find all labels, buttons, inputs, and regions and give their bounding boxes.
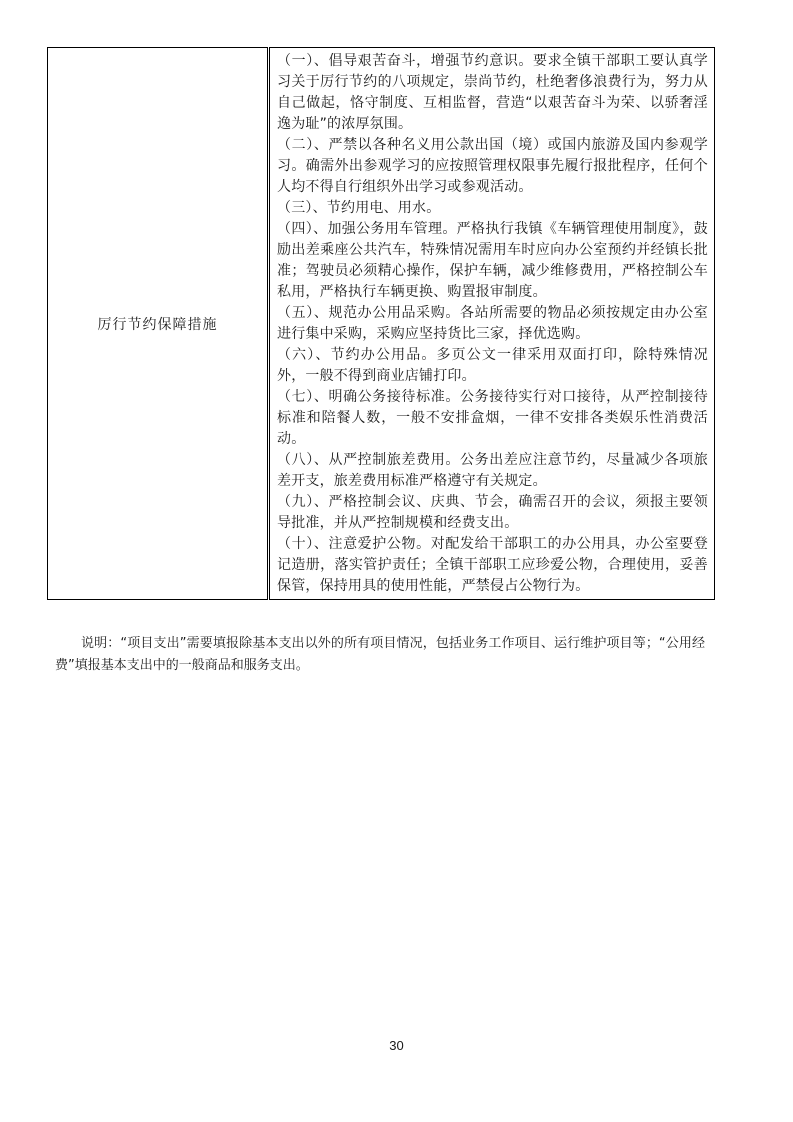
measure-item-7: （七）、明确公务接待标准。公务接待实行对口接待，从严控制接待标准和陪餐人数，一般不安排盒烟，一律不安排各类娱乐性消费活动。 bbox=[277, 389, 708, 447]
austerity-measures-table bbox=[47, 47, 715, 600]
row-label: 厉行节约保障措施 bbox=[48, 48, 269, 600]
explanatory-note: 说明：“项目支出”需要填报除基本支出以外的所有项目情况，包括业务工作项目、运行维护项目等；“公用经费”填报基本支出中的一般商品和服务支出。 bbox=[55, 636, 705, 673]
measure-item-2: （二）、严禁以各种名义用公款出国（境）或国内旅游及国内参观学习。确需外出参观学习的应按照管理权限事先履行报批程序，任何个人均不得自行组织外出学习或参观活动。 bbox=[277, 137, 708, 195]
measure-item-5: （五）、规范办公用品采购。各站所需要的物品必须按规定由办公室进行集中采购，采购应坚持货比三家，择优选购。 bbox=[277, 305, 708, 342]
page-number: 30 bbox=[389, 1038, 404, 1053]
measure-item-9: （九）、严格控制会议、庆典、节会，确需召开的会议，须报主要领导批准，并从严控制规模和经费支出。 bbox=[277, 494, 708, 531]
measures-content bbox=[269, 48, 715, 600]
measure-item-3: （三）、节约用电、用水。 bbox=[277, 200, 441, 216]
measure-item-8: （八）、从严控制旅差费用。公务出差应注意节约，尽量减少各项旅差开支，旅差费用标准严格遵守有关规定。 bbox=[277, 452, 708, 489]
measure-item-10: （十）、注意爱护公物。对配发给干部职工的办公用具，办公室要登记造册，落实管护责任；全镇干部职工应珍爱公物，合理使用，妥善保管，保持用具的使用性能，严禁侵占公物行为。 bbox=[277, 536, 708, 594]
measure-item-6: （六）、节约办公用品。多页公文一律采用双面打印，除特殊情况外，一般不得到商业店铺打印。 bbox=[277, 347, 708, 384]
measure-item-4: （四）、加强公务用车管理。严格执行我镇《车辆管理使用制度》，鼓励出差乘座公共汽车，特殊情况需用车时应向办公室预约并经镇长批准；驾驶员必须精心操作，保护车辆，减少维修费用，严格控制公车私用，严格执行车辆更换、购置报审制度。 bbox=[277, 221, 708, 300]
measure-item-1: （一）、倡导艰苦奋斗，增强节约意识。要求全镇干部职工要认真学习关于厉行节约的八项规定，崇尚节约，杜绝奢侈浪费行为，努力从自己做起，恪守制度、互相监督，营造“以艰苦奋斗为荣、以骄奢淫逸为耻”的浓厚氛围。 bbox=[277, 53, 708, 132]
table-row bbox=[48, 48, 715, 600]
